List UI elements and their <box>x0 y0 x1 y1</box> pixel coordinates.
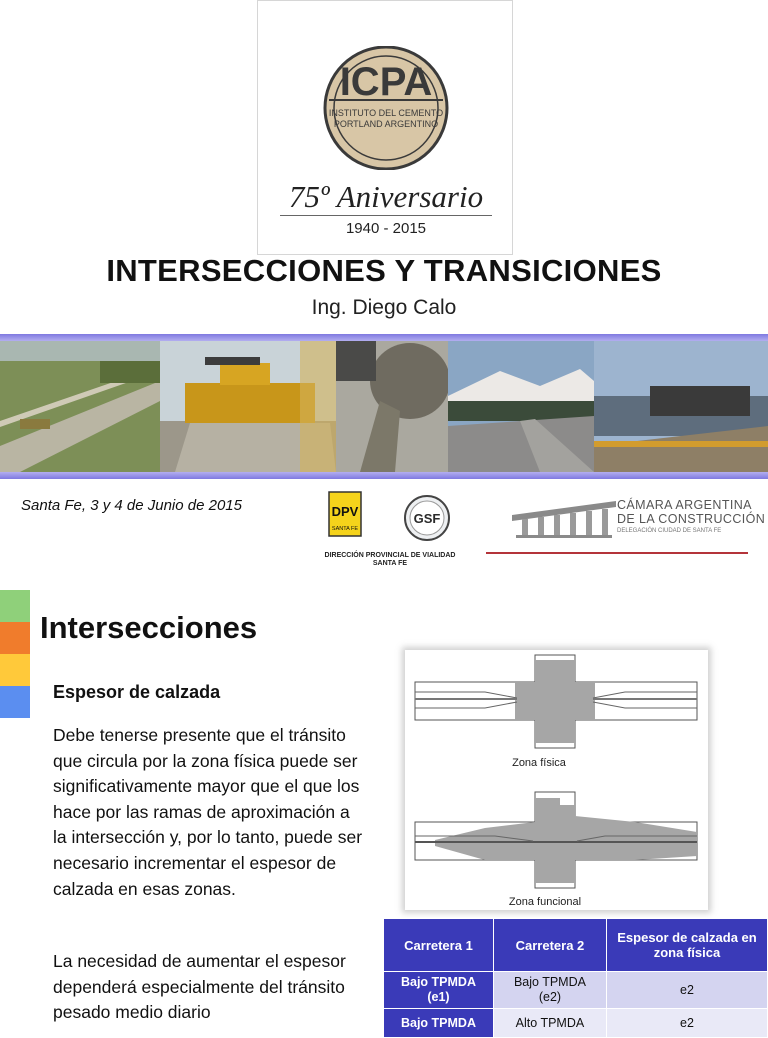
camara-line2: DE LA CONSTRUCCIÓN <box>617 512 766 526</box>
camara-underline <box>486 552 748 554</box>
table-header-cell: Espesor de calzada en zona física <box>606 919 767 972</box>
slide-title: Intersecciones <box>40 610 258 645</box>
anniversary-text: 75º Aniversario <box>288 179 484 214</box>
label-zona-funcional: Zona funcional <box>508 896 582 908</box>
dpv-caption <box>305 552 475 568</box>
photo-road-mountains <box>448 341 594 472</box>
gsf-logo-text: GSF <box>413 511 441 526</box>
dpv-caption-line1: DIRECCIÓN PROVINCIAL DE VIALIDAD <box>324 552 456 559</box>
photo-paving-machine <box>594 341 768 472</box>
dpv-logo-text: DPV <box>331 504 359 519</box>
photo-concrete-pour <box>336 341 450 472</box>
photo-slipform-paver <box>160 341 336 472</box>
slide-subtitle: Espesor de calzada <box>53 682 221 702</box>
table-header-cell: Carretera 1 <box>384 919 494 972</box>
zona-funcional-figure <box>415 792 697 908</box>
camara-aqueduct-logo <box>512 497 616 539</box>
presentation-author: Ing. Diego Calo <box>311 296 457 319</box>
intersection-zones-diagram <box>405 650 708 910</box>
anniversary-divider <box>280 215 492 216</box>
table-cell: e2 <box>606 1009 767 1038</box>
side-color-bar-orange <box>0 622 30 654</box>
anniversary-years: 1940 - 2015 <box>345 220 427 237</box>
photo-band-top-border <box>0 334 768 341</box>
gsf-logo <box>401 494 453 542</box>
photo-band-bottom-border <box>0 472 768 479</box>
camara-line3: DELEGACIÓN CIUDAD DE SANTA FE <box>617 528 722 534</box>
label-zona-fisica: Zona física <box>512 757 566 769</box>
camara-line1: CÁMARA ARGENTINA <box>617 498 752 512</box>
thickness-table <box>383 918 768 1038</box>
construction-photo-strip <box>0 341 768 472</box>
icpa-logo <box>257 0 513 255</box>
table-cell: Bajo TPMDA (e2) <box>493 972 606 1009</box>
presentation-title: INTERSECCIONES Y TRANSICIONES <box>106 253 662 288</box>
icpa-institute-line2: PORTLAND ARGENTINO <box>333 119 439 129</box>
body-paragraph-1: Debe tenerse presente que el tránsito que circula por la zona física puede ser significativamente mayor que el que los hace por las ramas de aproximación a la intersección y, por lo tanto, puede ser necesario incrementar el espesor de calzada en esas zonas. <box>53 725 363 899</box>
photo-aerial-highway <box>0 341 160 472</box>
side-color-bar-yellow <box>0 654 30 686</box>
table-cell: Bajo TPMDA <box>384 1009 494 1038</box>
side-color-bar-green <box>0 590 30 622</box>
dpv-logo-sub: SANTA FE <box>331 526 359 532</box>
table-cell: Bajo TPMDA (e1) <box>384 972 494 1009</box>
table-cell: Alto TPMDA <box>493 1009 606 1038</box>
icpa-seal <box>313 46 459 170</box>
icpa-institute-line1: INSTITUTO DEL CEMENTO <box>328 108 444 118</box>
dpv-caption-line2: SANTA FE <box>372 560 408 567</box>
table-row <box>384 972 768 1009</box>
table-cell: e2 <box>606 972 767 1009</box>
table-header-row <box>384 919 768 972</box>
dpv-logo <box>327 490 363 538</box>
event-date-location: Santa Fe, 3 y 4 de Junio de 2015 <box>21 497 242 514</box>
table-header-cell: Carretera 2 <box>493 919 606 972</box>
side-color-bar-blue <box>0 686 30 718</box>
zona-fisica-figure <box>415 655 697 769</box>
table-row <box>384 1009 768 1038</box>
body-paragraph-2: La necesidad de aumentar el espesor dependerá especialmente del tránsito pesado medio diario <box>53 951 346 1023</box>
icpa-brand: ICPA <box>339 60 433 104</box>
